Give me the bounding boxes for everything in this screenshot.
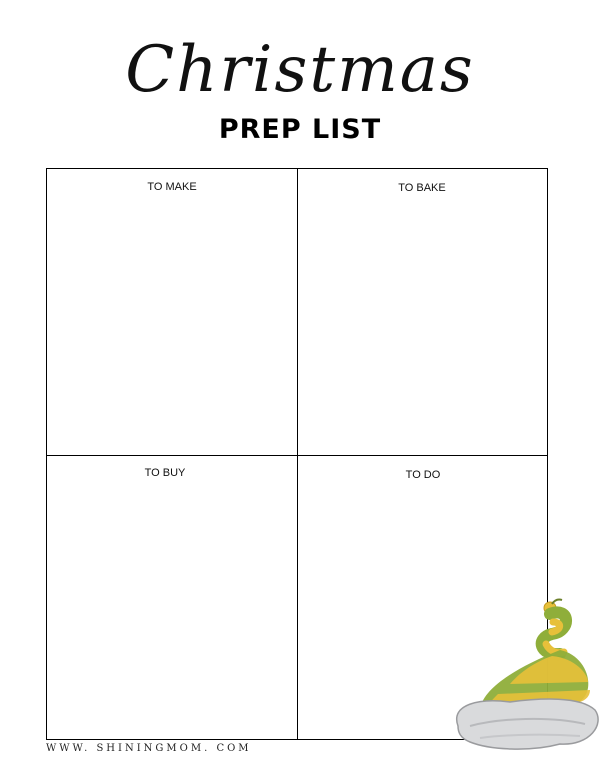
title-script: Christmas — [125, 33, 475, 107]
section-label-to-bake: TO BAKE — [398, 182, 446, 194]
grid-divider-horizontal — [47, 455, 547, 456]
section-label-to-do: TO DO — [405, 469, 441, 481]
section-label-to-buy: TO BUY — [144, 467, 186, 479]
section-label-to-make: TO MAKE — [147, 181, 197, 193]
elf-hat-icon — [440, 586, 600, 756]
title-prep-list: PREP LIST — [218, 114, 382, 145]
footer-website: WWW. SHININGMOM. COM — [46, 743, 252, 754]
grid-divider-vertical — [297, 169, 298, 739]
